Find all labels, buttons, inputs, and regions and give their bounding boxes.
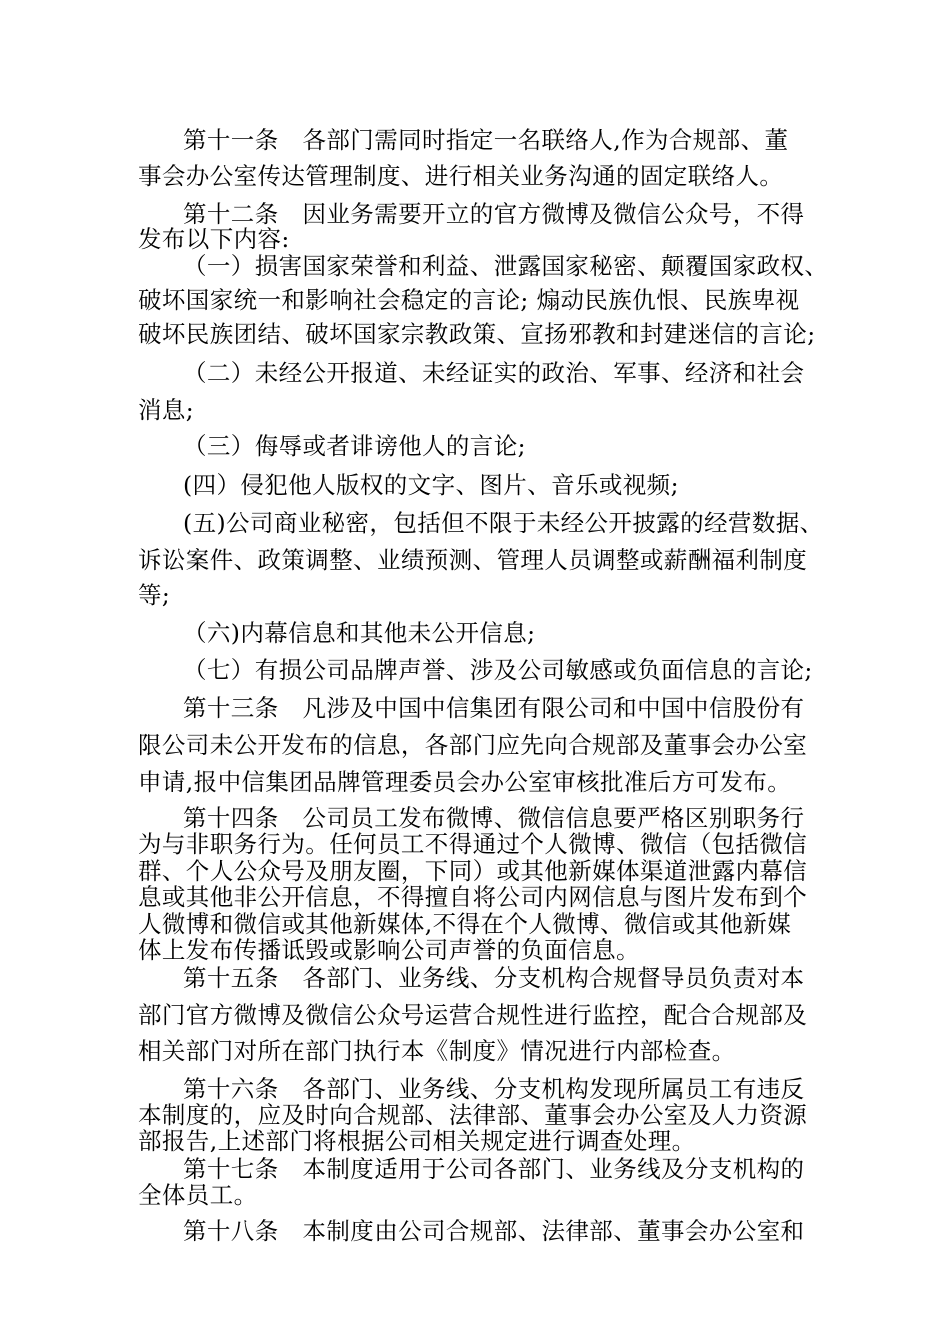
text-line: 本制度的，应及时向合规部、法律部、董事会办公室及人力资源 [138,1101,808,1129]
text-line: 事会办公室传达管理制度、进行相关业务沟通的固定联络人。 [138,162,784,190]
text-line: 等; [138,581,171,609]
text-line: 为与非职务行为。任何员工不得通过个人微博、微信（包括微信 [138,830,808,858]
text-line: 诉讼案件、政策调整、业绩预测、管理人员调整或薪酬福利制度 [138,546,808,574]
text-line: (四）侵犯他人版权的文字、图片、音乐或视频; [183,471,679,499]
text-line: 第十五条 各部门、业务线、分支机构合规督导员负责对本 [183,964,805,992]
text-line: 第十一条 各部门需同时指定一名联络人,作为合规部、董 [183,126,789,154]
text-line: 破坏民族团结、破坏国家宗教政策、宣扬邪教和封建迷信的言论; [138,320,816,348]
text-line: （六)内幕信息和其他未公开信息; [183,619,536,647]
text-line: （三）侮辱或者诽谤他人的言论; [183,432,526,460]
text-line: 第十六条 各部门、业务线、分支机构发现所属员工有违反 [183,1075,805,1103]
text-line: 第十三条 凡涉及中国中信集团有限公司和中国中信股份有 [183,694,805,722]
text-line: 人微博和微信或其他新媒体,不得在个人微博、微信或其他新媒 [138,910,792,938]
text-line: 消息; [138,396,195,424]
text-line: 第十四条 公司员工发布微博、微信信息要严格区别职务行 [183,804,805,832]
text-line: 第十八条 本制度由公司合规部、法律部、董事会办公室和 [183,1217,805,1245]
text-line: 发布以下内容: [138,225,290,253]
text-line: 部报告,上述部门将根据公司相关规定进行调查处理。 [138,1127,696,1155]
text-line: 第十七条 本制度适用于公司各部门、业务线及分支机构的 [183,1155,805,1183]
text-line: 息或其他非公开信息，不得擅自将公司内网信息与图片发布到个 [138,883,808,911]
text-line: (五)公司商业秘密，包括但不限于未经公开披露的经营数据、 [183,509,824,537]
text-line: （一）损害国家荣誉和利益、泄露国家秘密、颠覆国家政权、 [183,252,829,280]
text-line: 群、个人公众号及朋友圈，下同）或其他新媒体渠道泄露内幕信 [138,857,808,885]
text-line: 限公司未公开发布的信息，各部门应先向合规部及董事会办公室 [138,731,808,759]
text-line: 体上发布传播诋毁或影响公司声誉的负面信息。 [138,936,640,964]
text-line: 相关部门对所在部门执行本《制度》情况进行内部检查。 [138,1037,736,1065]
text-line: （七）有损公司品牌声誉、涉及公司敏感或负面信息的言论; [183,656,813,684]
text-line: 部门官方微博及微信公众号运营合规性进行监控，配合合规部及 [138,1001,808,1029]
text-line: 申请,报中信集团品牌管理委员会办公室审核批准后方可发布。 [138,768,792,796]
text-line: 第十二条 因业务需要开立的官方微博及微信公众号，不得 [183,200,805,228]
text-line: （二）未经公开报道、未经证实的政治、军事、经济和社会 [183,359,805,387]
text-line: 全体员工。 [138,1181,258,1209]
text-line: 破坏国家统一和影响社会稳定的言论; 煽动民族仇恨、民族卑视 [138,286,800,314]
